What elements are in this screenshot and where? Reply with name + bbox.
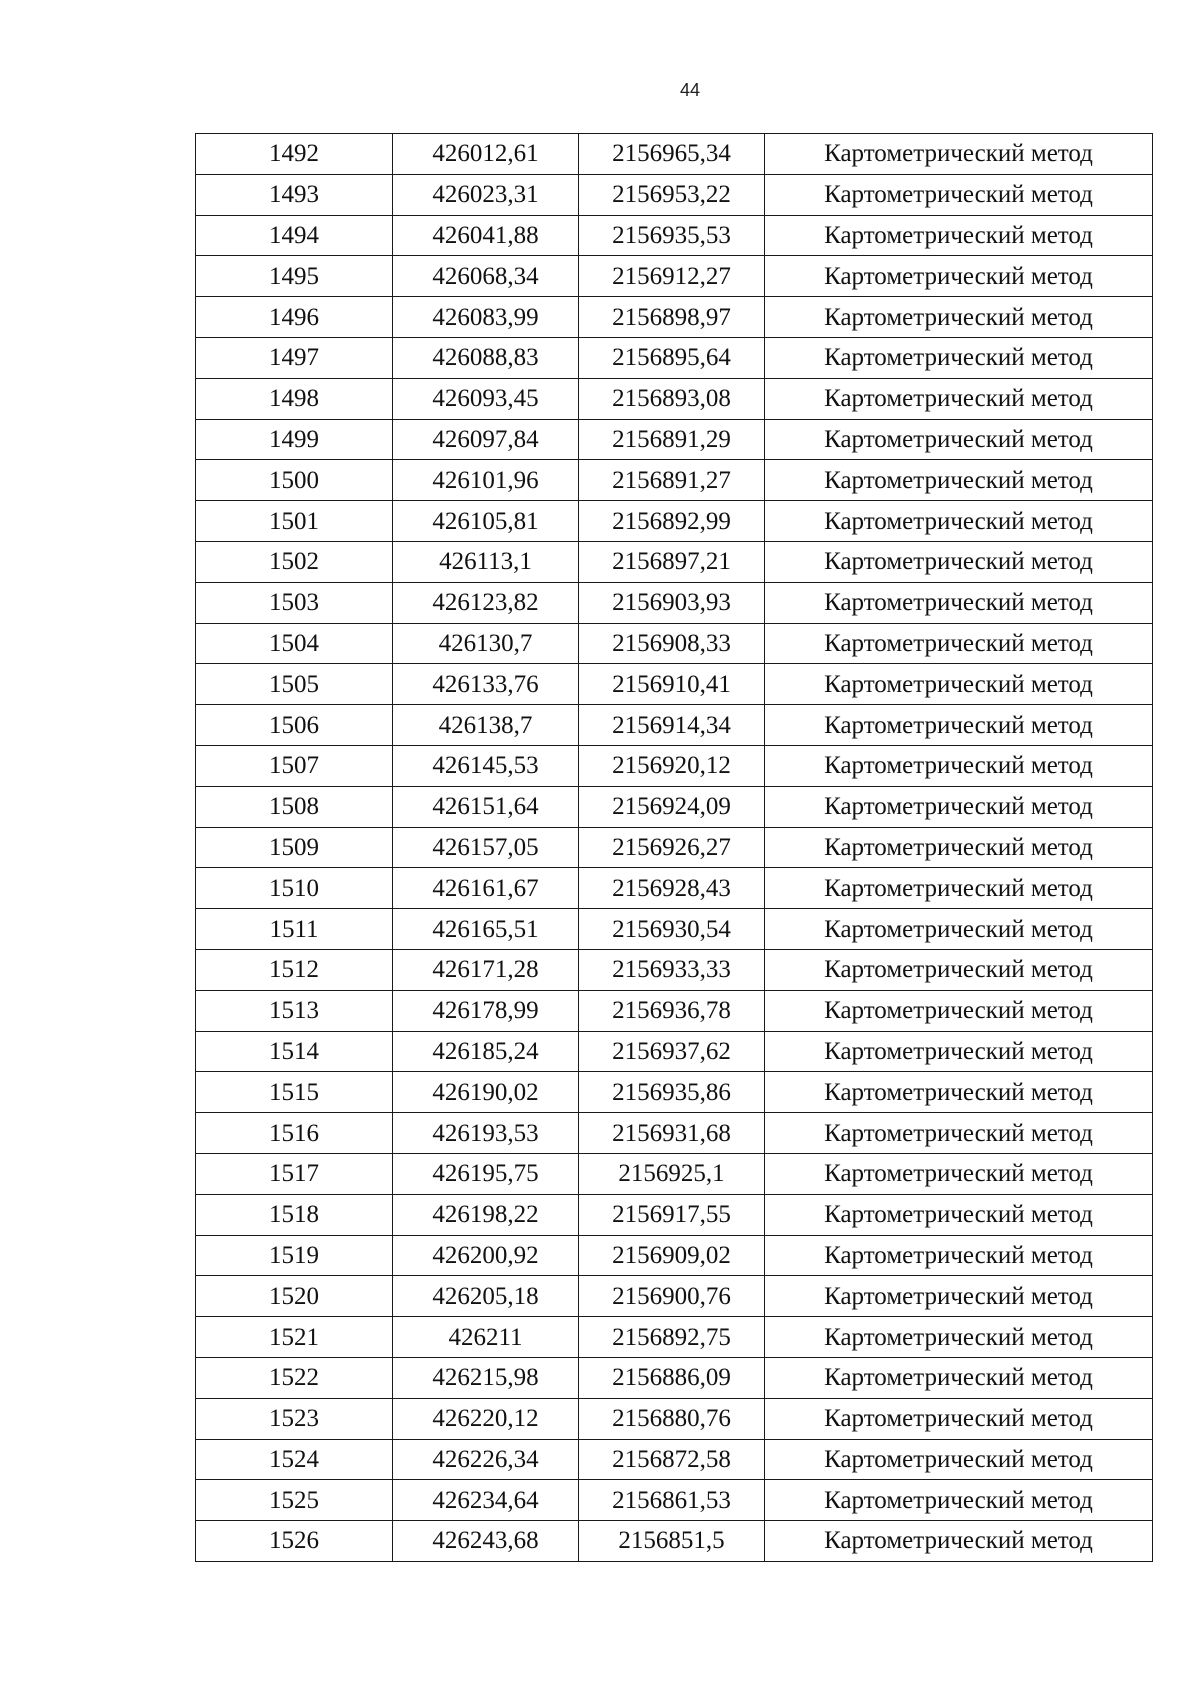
point-number-cell: 1525: [196, 1480, 393, 1521]
coordinates-table-body: [196, 134, 1153, 1562]
y-coordinate-cell: 2156895,64: [579, 337, 765, 378]
method-cell: Картометрический метод: [765, 256, 1153, 297]
y-coordinate-cell: 2156886,09: [579, 1357, 765, 1398]
point-number-cell: 1526: [196, 1521, 393, 1562]
method-cell: Картометрический метод: [765, 215, 1153, 256]
x-coordinate-cell: 426083,99: [393, 297, 579, 338]
point-number-cell: 1511: [196, 909, 393, 950]
x-coordinate-cell: 426226,34: [393, 1439, 579, 1480]
y-coordinate-cell: 2156897,21: [579, 541, 765, 582]
point-number-cell: 1514: [196, 1031, 393, 1072]
y-coordinate-cell: 2156872,58: [579, 1439, 765, 1480]
method-cell: Картометрический метод: [765, 1317, 1153, 1358]
method-cell: Картометрический метод: [765, 705, 1153, 746]
table-row: [196, 1439, 1153, 1480]
point-number-cell: 1497: [196, 337, 393, 378]
y-coordinate-cell: 2156891,29: [579, 419, 765, 460]
point-number-cell: 1522: [196, 1357, 393, 1398]
table-row: [196, 378, 1153, 419]
table-row: [196, 256, 1153, 297]
x-coordinate-cell: 426130,7: [393, 623, 579, 664]
x-coordinate-cell: 426220,12: [393, 1398, 579, 1439]
y-coordinate-cell: 2156925,1: [579, 1153, 765, 1194]
method-cell: Картометрический метод: [765, 1235, 1153, 1276]
point-number-cell: 1495: [196, 256, 393, 297]
table-row: [196, 1317, 1153, 1358]
y-coordinate-cell: 2156917,55: [579, 1194, 765, 1235]
x-coordinate-cell: 426041,88: [393, 215, 579, 256]
method-cell: Картометрический метод: [765, 664, 1153, 705]
point-number-cell: 1501: [196, 501, 393, 542]
y-coordinate-cell: 2156933,33: [579, 949, 765, 990]
y-coordinate-cell: 2156892,99: [579, 501, 765, 542]
method-cell: Картометрический метод: [765, 745, 1153, 786]
x-coordinate-cell: 426205,18: [393, 1276, 579, 1317]
y-coordinate-cell: 2156928,43: [579, 868, 765, 909]
table-row: [196, 705, 1153, 746]
page-number: 44: [679, 80, 701, 100]
method-cell: Картометрический метод: [765, 297, 1153, 338]
method-cell: Картометрический метод: [765, 786, 1153, 827]
method-cell: Картометрический метод: [765, 1439, 1153, 1480]
table-row: [196, 297, 1153, 338]
table-row: [196, 745, 1153, 786]
table-row: [196, 215, 1153, 256]
table-row: [196, 1276, 1153, 1317]
y-coordinate-cell: 2156892,75: [579, 1317, 765, 1358]
method-cell: Картометрический метод: [765, 582, 1153, 623]
method-cell: Картометрический метод: [765, 1480, 1153, 1521]
y-coordinate-cell: 2156937,62: [579, 1031, 765, 1072]
x-coordinate-cell: 426211: [393, 1317, 579, 1358]
point-number-cell: 1507: [196, 745, 393, 786]
x-coordinate-cell: 426105,81: [393, 501, 579, 542]
table-row: [196, 949, 1153, 990]
x-coordinate-cell: 426088,83: [393, 337, 579, 378]
x-coordinate-cell: 426198,22: [393, 1194, 579, 1235]
x-coordinate-cell: 426097,84: [393, 419, 579, 460]
y-coordinate-cell: 2156965,34: [579, 134, 765, 175]
method-cell: Картометрический метод: [765, 1031, 1153, 1072]
y-coordinate-cell: 2156900,76: [579, 1276, 765, 1317]
method-cell: Картометрический метод: [765, 541, 1153, 582]
point-number-cell: 1503: [196, 582, 393, 623]
y-coordinate-cell: 2156935,53: [579, 215, 765, 256]
y-coordinate-cell: 2156903,93: [579, 582, 765, 623]
y-coordinate-cell: 2156910,41: [579, 664, 765, 705]
x-coordinate-cell: 426200,92: [393, 1235, 579, 1276]
table-row: [196, 460, 1153, 501]
table-row: [196, 1398, 1153, 1439]
point-number-cell: 1498: [196, 378, 393, 419]
y-coordinate-cell: 2156861,53: [579, 1480, 765, 1521]
method-cell: Картометрический метод: [765, 337, 1153, 378]
y-coordinate-cell: 2156912,27: [579, 256, 765, 297]
x-coordinate-cell: 426113,1: [393, 541, 579, 582]
method-cell: Картометрический метод: [765, 909, 1153, 950]
x-coordinate-cell: 426190,02: [393, 1072, 579, 1113]
point-number-cell: 1516: [196, 1113, 393, 1154]
x-coordinate-cell: 426145,53: [393, 745, 579, 786]
x-coordinate-cell: 426171,28: [393, 949, 579, 990]
point-number-cell: 1509: [196, 827, 393, 868]
y-coordinate-cell: 2156930,54: [579, 909, 765, 950]
y-coordinate-cell: 2156893,08: [579, 378, 765, 419]
y-coordinate-cell: 2156898,97: [579, 297, 765, 338]
method-cell: Картометрический метод: [765, 501, 1153, 542]
table-row: [196, 541, 1153, 582]
y-coordinate-cell: 2156908,33: [579, 623, 765, 664]
point-number-cell: 1506: [196, 705, 393, 746]
y-coordinate-cell: 2156880,76: [579, 1398, 765, 1439]
y-coordinate-cell: 2156909,02: [579, 1235, 765, 1276]
table-row: [196, 1031, 1153, 1072]
y-coordinate-cell: 2156926,27: [579, 827, 765, 868]
table-row: [196, 827, 1153, 868]
y-coordinate-cell: 2156914,34: [579, 705, 765, 746]
point-number-cell: 1523: [196, 1398, 393, 1439]
point-number-cell: 1524: [196, 1439, 393, 1480]
table-row: [196, 1113, 1153, 1154]
point-number-cell: 1499: [196, 419, 393, 460]
point-number-cell: 1521: [196, 1317, 393, 1358]
table-row: [196, 1357, 1153, 1398]
x-coordinate-cell: 426178,99: [393, 990, 579, 1031]
method-cell: Картометрический метод: [765, 1357, 1153, 1398]
y-coordinate-cell: 2156931,68: [579, 1113, 765, 1154]
method-cell: Картометрический метод: [765, 1521, 1153, 1562]
y-coordinate-cell: 2156935,86: [579, 1072, 765, 1113]
table-row: [196, 419, 1153, 460]
point-number-cell: 1502: [196, 541, 393, 582]
x-coordinate-cell: 426161,67: [393, 868, 579, 909]
table-row: [196, 786, 1153, 827]
method-cell: Картометрический метод: [765, 1113, 1153, 1154]
y-coordinate-cell: 2156924,09: [579, 786, 765, 827]
method-cell: Картометрический метод: [765, 949, 1153, 990]
table-row: [196, 1194, 1153, 1235]
y-coordinate-cell: 2156953,22: [579, 174, 765, 215]
point-number-cell: 1510: [196, 868, 393, 909]
table-row: [196, 337, 1153, 378]
table-row: [196, 582, 1153, 623]
table-row: [196, 868, 1153, 909]
method-cell: Картометрический метод: [765, 868, 1153, 909]
x-coordinate-cell: 426093,45: [393, 378, 579, 419]
point-number-cell: 1496: [196, 297, 393, 338]
method-cell: Картометрический метод: [765, 419, 1153, 460]
table-row: [196, 501, 1153, 542]
table-row: [196, 134, 1153, 175]
x-coordinate-cell: 426165,51: [393, 909, 579, 950]
point-number-cell: 1515: [196, 1072, 393, 1113]
x-coordinate-cell: 426138,7: [393, 705, 579, 746]
x-coordinate-cell: 426157,05: [393, 827, 579, 868]
point-number-cell: 1517: [196, 1153, 393, 1194]
method-cell: Картометрический метод: [765, 1276, 1153, 1317]
point-number-cell: 1492: [196, 134, 393, 175]
table-row: [196, 909, 1153, 950]
table-row: [196, 1153, 1153, 1194]
point-number-cell: 1500: [196, 460, 393, 501]
y-coordinate-cell: 2156920,12: [579, 745, 765, 786]
method-cell: Картометрический метод: [765, 827, 1153, 868]
x-coordinate-cell: 426101,96: [393, 460, 579, 501]
x-coordinate-cell: 426234,64: [393, 1480, 579, 1521]
table-row: [196, 664, 1153, 705]
point-number-cell: 1519: [196, 1235, 393, 1276]
point-number-cell: 1493: [196, 174, 393, 215]
x-coordinate-cell: 426012,61: [393, 134, 579, 175]
method-cell: Картометрический метод: [765, 990, 1153, 1031]
table-row: [196, 1072, 1153, 1113]
method-cell: Картометрический метод: [765, 1153, 1153, 1194]
y-coordinate-cell: 2156891,27: [579, 460, 765, 501]
x-coordinate-cell: 426215,98: [393, 1357, 579, 1398]
point-number-cell: 1508: [196, 786, 393, 827]
x-coordinate-cell: 426185,24: [393, 1031, 579, 1072]
x-coordinate-cell: 426068,34: [393, 256, 579, 297]
method-cell: Картометрический метод: [765, 1398, 1153, 1439]
x-coordinate-cell: 426123,82: [393, 582, 579, 623]
method-cell: Картометрический метод: [765, 460, 1153, 501]
table-row: [196, 990, 1153, 1031]
x-coordinate-cell: 426243,68: [393, 1521, 579, 1562]
x-coordinate-cell: 426133,76: [393, 664, 579, 705]
method-cell: Картометрический метод: [765, 1194, 1153, 1235]
table-row: [196, 174, 1153, 215]
x-coordinate-cell: 426193,53: [393, 1113, 579, 1154]
method-cell: Картометрический метод: [765, 174, 1153, 215]
table-row: [196, 1235, 1153, 1276]
x-coordinate-cell: 426151,64: [393, 786, 579, 827]
table-row: [196, 1521, 1153, 1562]
point-number-cell: 1513: [196, 990, 393, 1031]
point-number-cell: 1512: [196, 949, 393, 990]
point-number-cell: 1504: [196, 623, 393, 664]
point-number-cell: 1518: [196, 1194, 393, 1235]
y-coordinate-cell: 2156936,78: [579, 990, 765, 1031]
x-coordinate-cell: 426023,31: [393, 174, 579, 215]
point-number-cell: 1505: [196, 664, 393, 705]
method-cell: Картометрический метод: [765, 623, 1153, 664]
point-number-cell: 1520: [196, 1276, 393, 1317]
y-coordinate-cell: 2156851,5: [579, 1521, 765, 1562]
table-row: [196, 623, 1153, 664]
method-cell: Картометрический метод: [765, 134, 1153, 175]
method-cell: Картометрический метод: [765, 378, 1153, 419]
table-row: [196, 1480, 1153, 1521]
point-number-cell: 1494: [196, 215, 393, 256]
x-coordinate-cell: 426195,75: [393, 1153, 579, 1194]
method-cell: Картометрический метод: [765, 1072, 1153, 1113]
coordinates-table: [195, 133, 1153, 1562]
